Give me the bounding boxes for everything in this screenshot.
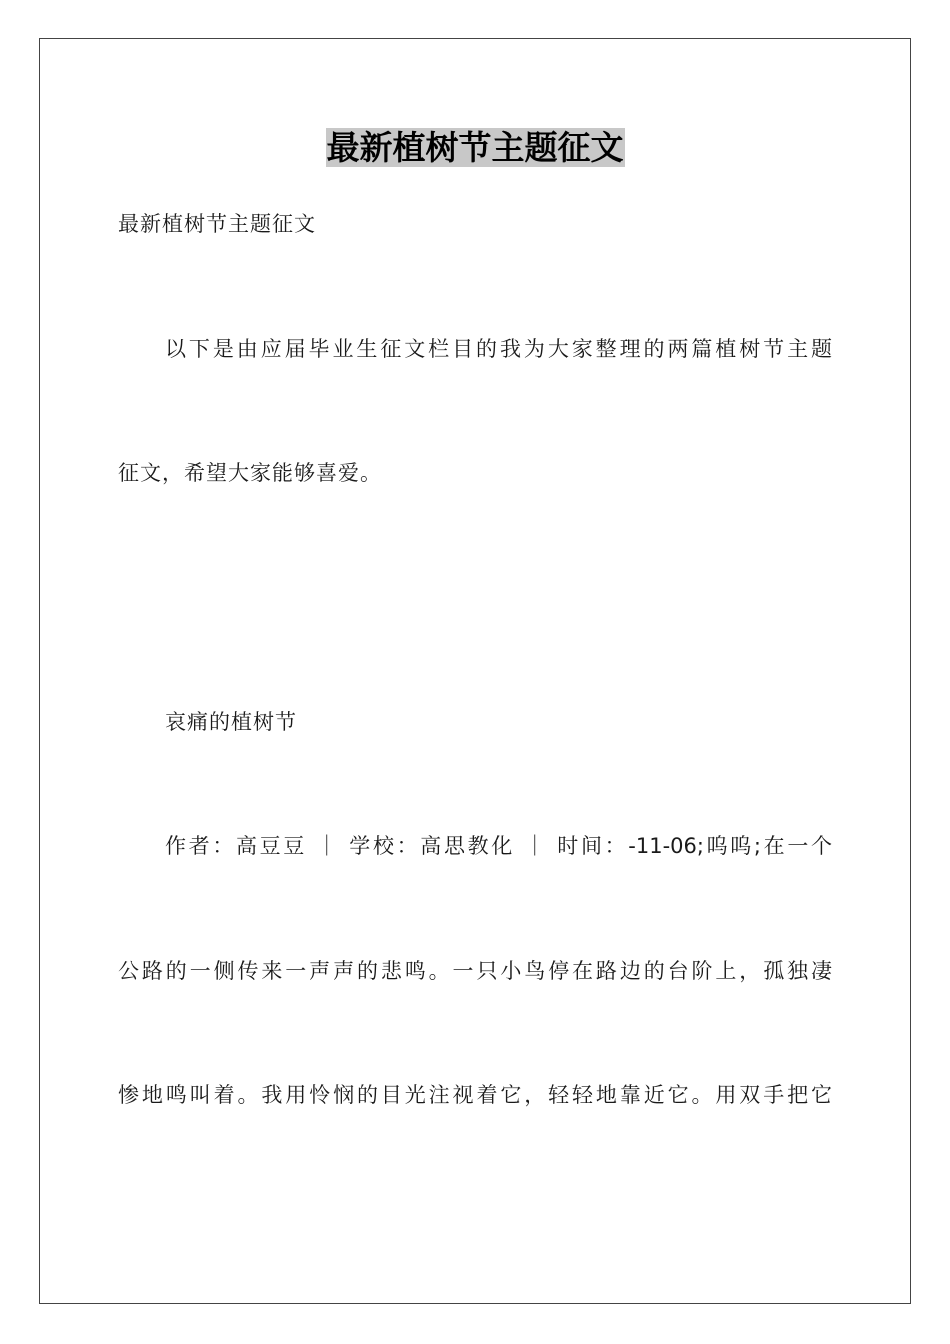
essay-title: 哀痛的植树节 <box>165 710 297 734</box>
document-subtitle: 最新植树节主题征文 <box>118 212 316 236</box>
essay-byline: 作者：高豆豆 ｜ 学校：高思教化 ｜ 时间：-11-06;呜呜;在一个 <box>165 834 832 858</box>
essay-body-line-1: 公路的一侧传来一声声的悲鸣。一只小鸟停在路边的台阶上，孤独凄 <box>118 959 832 983</box>
intro-paragraph-line-1: 以下是由应届毕业生征文栏目的我为大家整理的两篇植树节主题 <box>165 337 832 361</box>
essay-body-line-2: 惨地鸣叫着。我用怜悯的目光注视着它，轻轻地靠近它。用双手把它 <box>118 1083 832 1107</box>
intro-paragraph-line-2: 征文，希望大家能够喜爱。 <box>118 461 382 485</box>
document-title <box>0 126 950 170</box>
document-title-text: 最新植树节主题征文 <box>326 128 624 167</box>
